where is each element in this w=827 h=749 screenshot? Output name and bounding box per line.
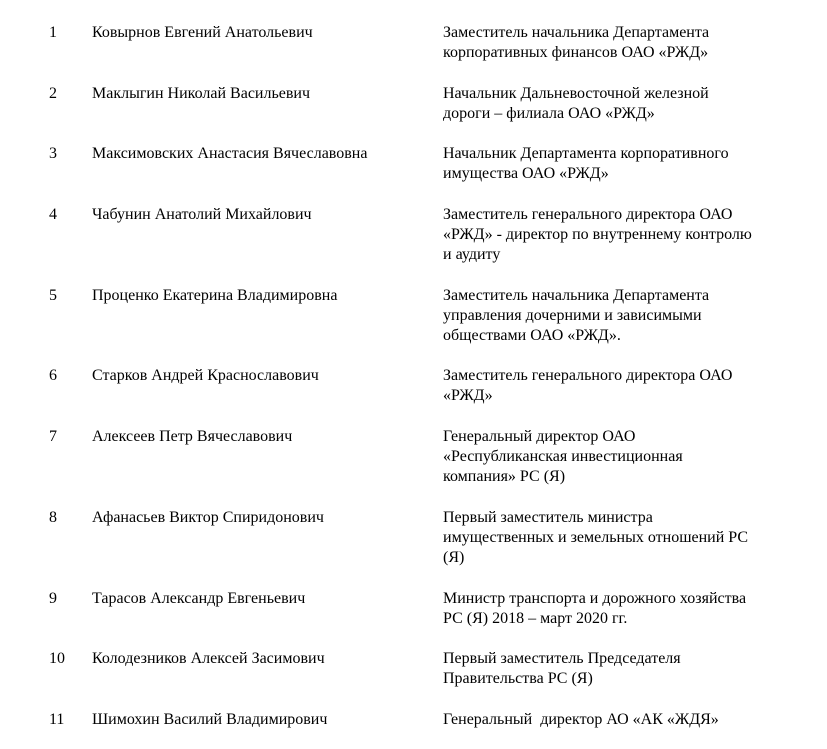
person-position <box>443 144 803 184</box>
person-position <box>443 589 803 629</box>
person-name: Алексеев Петр Вячеславович <box>92 428 293 445</box>
position-line: имущественных и земельных отношений РС <box>443 529 749 546</box>
position-line: «РЖД» - директор по внутреннему контролю <box>443 226 752 243</box>
position-line: и аудиту <box>443 246 501 263</box>
row-number: 5 <box>49 287 57 304</box>
position-line: компания» РС (Я) <box>443 468 566 485</box>
position-line: Генеральный директор ОАО <box>443 428 636 445</box>
row-number: 3 <box>49 145 57 162</box>
person-name: Чабунин Анатолий Михайлович <box>92 206 312 223</box>
person-name: Тарасов Александр Евгеньевич <box>92 590 306 607</box>
person-name: Старков Андрей Краснославович <box>92 367 319 384</box>
position-line: Заместитель начальника Департамента <box>443 24 710 41</box>
person-name: Маклыгин Николай Васильевич <box>92 85 311 102</box>
position-line: управления дочерними и зависимыми <box>443 307 702 324</box>
row-number: 4 <box>49 206 57 223</box>
person-position <box>443 205 803 265</box>
position-line: Первый заместитель министра <box>443 509 653 526</box>
position-line: Заместитель начальника Департамента <box>443 287 710 304</box>
person-position <box>443 649 803 689</box>
position-line: Министр транспорта и дорожного хозяйства <box>443 590 747 607</box>
row-number: 1 <box>49 24 57 41</box>
row-number: 11 <box>49 711 65 728</box>
person-position <box>443 23 803 63</box>
position-line: Заместитель генерального директора ОАО <box>443 206 733 223</box>
row-number: 8 <box>49 509 57 526</box>
person-name: Максимовских Анастасия Вячеславовна <box>92 145 368 162</box>
person-position <box>443 508 803 568</box>
position-line: Первый заместитель Председателя <box>443 650 681 667</box>
position-line: «РЖД» <box>443 387 493 404</box>
person-name: Ковырнов Евгений Анатольевич <box>92 24 313 41</box>
position-line: обществами ОАО «РЖД». <box>443 327 621 344</box>
person-position <box>443 366 803 406</box>
row-number: 9 <box>49 590 57 607</box>
position-line: Генеральный директор АО «АК «ЖДЯ» <box>443 711 719 728</box>
person-position <box>443 427 803 487</box>
position-line: Начальник Департамента корпоративного <box>443 145 729 162</box>
row-number: 2 <box>49 85 57 102</box>
position-line: имущества ОАО «РЖД» <box>443 165 609 182</box>
position-line: дороги – филиала ОАО «РЖД» <box>443 105 655 122</box>
person-position <box>443 84 803 124</box>
position-line: РС (Я) 2018 – март 2020 гг. <box>443 610 628 627</box>
person-name: Афанасьев Виктор Спиридонович <box>92 509 324 526</box>
position-line: «Республиканская инвестиционная <box>443 448 683 465</box>
person-name: Проценко Екатерина Владимировна <box>92 287 338 304</box>
person-position <box>443 286 803 346</box>
position-line: Начальник Дальневосточной железной <box>443 85 709 102</box>
person-name: Шимохин Василий Владимирович <box>92 711 328 728</box>
person-name: Колодезников Алексей Засимович <box>92 650 325 667</box>
row-number: 10 <box>49 650 65 667</box>
position-line: корпоративных финансов ОАО «РЖД» <box>443 44 709 61</box>
position-line: Заместитель генерального директора ОАО <box>443 367 733 384</box>
row-number: 7 <box>49 428 57 445</box>
person-position <box>443 710 803 730</box>
row-number: 6 <box>49 367 57 384</box>
position-line: Правительства РС (Я) <box>443 670 593 687</box>
position-line: (Я) <box>443 549 465 566</box>
